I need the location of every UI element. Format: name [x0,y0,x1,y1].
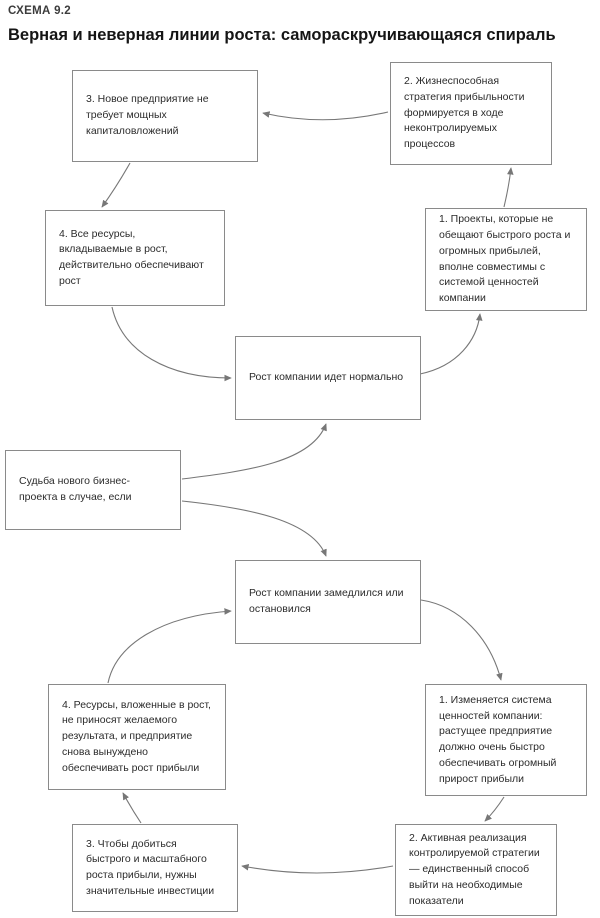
schema-label: СХЕМА 9.2 [8,5,71,17]
bottom-cycle-center-box [235,560,421,644]
bottom-cycle-step1-text: 1. Изменяется система ценностей компании: растущее предприятие должно очень быстро обеспечивать огромный прирост прибыли [439,693,557,785]
top-cycle-step4-text: 4. Все ресурсы, вкладываемые в рост, действительно обеспечивают рост [59,227,204,287]
arrow-condition-to-top-center [182,424,326,479]
top-cycle-center-text: Рост компании идет нормально [249,371,404,384]
arrow-bottom-center-to-step1 [421,600,501,680]
arrow-top-step4-to-center [112,307,231,378]
bottom-cycle-center-text: Рост компании замедлился или остановился [249,587,404,615]
top-cycle-step3-text: 3. Новое предприятие не требует мощных капиталовложений [86,93,209,137]
bottom-cycle-step2-text: 2. Активная реализация контролируемой стратегии — единственный способ выйти на необходимые показатели [409,831,540,907]
arrow-top-step1-to-step2 [504,168,511,207]
bottom-cycle-step2-box [395,824,557,916]
condition-box [5,450,181,530]
arrow-bottom-step4-to-center [108,611,231,683]
top-cycle-step1-box [425,208,587,311]
condition-text: Судьба нового бизнес-проекта в случае, если [19,475,132,503]
top-cycle-step1-text: 1. Проекты, которые не обещают быстрого роста и огромных прибылей, вполне совместимы с системой ценностей компании [439,213,571,304]
arrow-bottom-step2-to-step3 [242,866,393,873]
bottom-cycle-step4-box [48,684,226,790]
arrow-condition-to-bottom-center [182,501,326,556]
bottom-cycle-step3-text: 3. Чтобы добиться быстрого и масштабного роста прибыли, нужны значительные инвестиции [86,837,215,897]
bottom-cycle-step4-text: 4. Ресурсы, вложенные в рост, не приносят желаемого результата, и предприятие снова вынуждено обеспечивать рост прибыли [62,698,211,774]
top-cycle-step4-box [45,210,225,306]
bottom-cycle-step3-box [72,824,238,912]
top-cycle-step2-text: 2. Жизнеспособная стратегия прибыльности формируется в ходе неконтролируемых процессов [404,75,525,151]
bottom-cycle-step1-box [425,684,587,796]
top-cycle-step2-box [390,62,552,165]
top-cycle-center-box [235,336,421,420]
arrow-bottom-step1-to-step2 [485,797,504,821]
arrow-top-step3-to-step4 [102,163,130,207]
arrow-bottom-step3-to-step4 [123,793,141,823]
top-cycle-step3-box [72,70,258,162]
diagram-title: Верная и неверная линии роста: самораскручивающаяся спираль [8,26,556,44]
arrow-top-step2-to-step3 [263,112,388,120]
arrow-top-center-to-step1 [420,314,480,374]
